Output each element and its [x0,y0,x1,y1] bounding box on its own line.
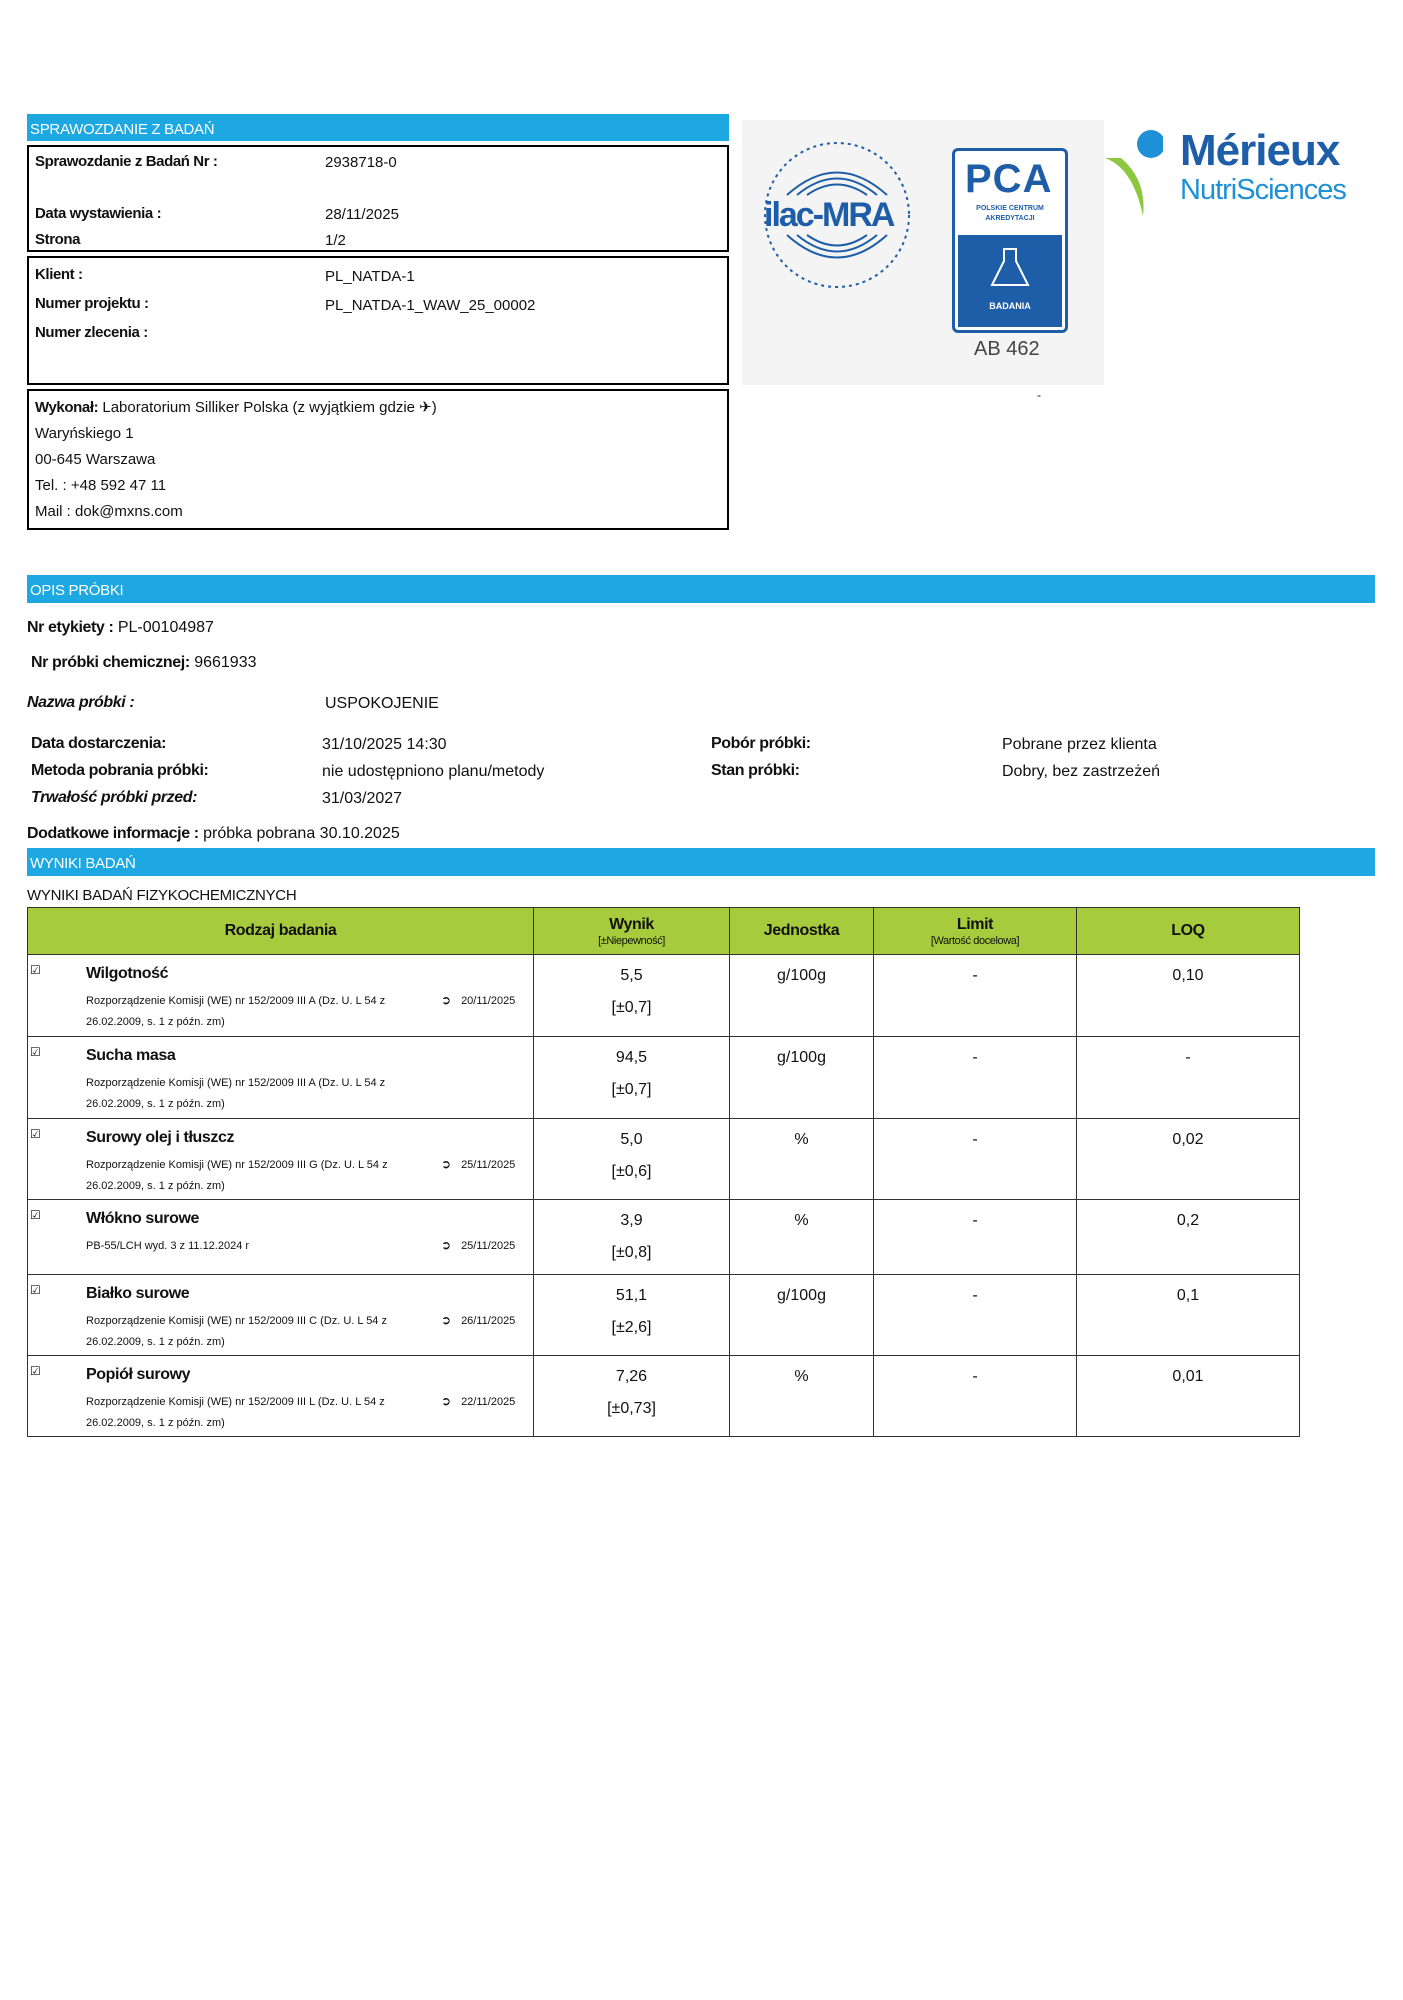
col-limit-header [874,908,1077,955]
col-loq-header [1077,908,1300,955]
sampling-value: Pobrane przez klienta [1002,736,1157,753]
limit-cell [874,1119,1077,1200]
limit-cell [874,1037,1077,1119]
pca-title: PCA [965,157,1053,201]
label-no-label: Nr etykiety : [27,619,114,636]
extra-info-line [27,825,400,843]
test-date [441,1313,515,1327]
pca-sub1: POLSKIE CENTRUM [976,205,1044,212]
client-box [27,256,729,385]
limit-cell [874,1275,1077,1356]
col-limit-sub: [Wartość docelowa] [930,934,1020,947]
results-subheader: WYNIKI BADAŃ FIZYKOCHEMICZNYCH [27,887,297,904]
test-name: Popiół surowy [86,1366,191,1383]
issue-date-value: 28/11/2025 [325,206,399,223]
result-value: 3,9 [620,1212,643,1229]
result-uncertainty: [±0,7] [611,999,652,1016]
loq-value: 0,02 [1172,1131,1204,1148]
loq-value: 0,10 [1172,967,1204,984]
result-cell [534,1275,730,1356]
limit-value: - [972,967,978,984]
page-value: 1/2 [325,232,346,249]
performer-tel: Tel. : +48 592 47 11 [35,477,167,494]
col-result-label: Wynik [609,915,654,933]
pca-ab-number: AB 462 [974,338,1040,360]
unit-value: g/100g [777,967,826,984]
unit-value: % [794,1368,809,1385]
test-date [441,1075,451,1089]
client-value: PL_NATDA-1 [325,268,415,285]
test-name: Wilgotność [86,965,169,982]
checkbox-icon: ☑ [30,1364,41,1378]
unit-value: % [794,1131,809,1148]
result-value: 7,26 [615,1368,648,1385]
shelf-label: Trwałość próbki przed: [31,789,198,806]
performer-mail: Mail : dok@mxns.com [35,503,183,520]
unit-cell [730,1200,874,1275]
report-no-label: Sprawozdanie z Badań Nr : [35,153,218,170]
unit-cell [730,1275,874,1356]
result-value: 94,5 [615,1049,648,1066]
unit-cell [730,1037,874,1119]
table-row [28,1356,1300,1437]
pca-sub2: AKREDYTACJI [985,215,1035,222]
loq-value: 0,01 [1172,1368,1204,1385]
col-result-sub: [±Niepewność] [598,934,665,947]
test-name: Włókno surowe [86,1210,200,1227]
return-arrow-icon: ➲ [441,1394,452,1408]
sampling-label: Pobór próbki: [711,735,811,752]
results-table-body [28,955,1300,1437]
sample-section-header: OPIS PRÓBKI [27,575,1375,603]
table-row [28,1275,1300,1356]
performer-name: Laboratorium Silliker Polska (z wyjątkiem gdzie ✈) [102,399,437,416]
logo-dash: - [1037,388,1041,402]
test-date-value: 22/11/2025 [461,1396,516,1408]
pca-badania: BADANIA [989,301,1031,311]
col-loq-label: LOQ [1171,922,1205,939]
merieux-leaf-icon [1103,128,1163,218]
result-cell [534,1119,730,1200]
unit-cell [730,955,874,1037]
client-label: Klient : [35,266,83,283]
merieux-logo [1103,120,1373,220]
test-date-value: 25/11/2025 [461,1240,516,1252]
loq-cell [1077,1356,1300,1437]
state-value: Dobry, bez zastrzeżeń [1002,763,1160,780]
results-table-header [28,908,1300,955]
result-cell [534,1200,730,1275]
result-value: 5,5 [620,967,643,984]
method-label: Metoda pobrania próbki: [31,762,209,779]
result-uncertainty: [±0,8] [611,1244,652,1261]
label-no-value: PL-00104987 [117,619,214,636]
checkbox-icon: ☑ [30,1045,41,1059]
col-test-header [28,908,534,955]
test-method: Rozporządzenie Komisji (WE) nr 152/2009 III L (Dz. U. L 54 z 26.02.2009, s. 1 z późn. zm) [86,1396,385,1429]
result-uncertainty: [±2,6] [611,1319,652,1336]
state-label: Stan próbki: [711,762,800,779]
limit-value: - [972,1049,978,1066]
delivery-label: Data dostarczenia: [31,735,167,752]
loq-cell [1077,1119,1300,1200]
method-value: nie udostępniono planu/metody [322,763,545,780]
unit-cell [730,1356,874,1437]
limit-cell [874,1200,1077,1275]
order-label: Numer zlecenia : [35,324,148,341]
sample-name-label: Nazwa próbki : [27,694,135,711]
loq-value: - [1185,1049,1191,1066]
result-cell [534,1037,730,1119]
limit-value: - [972,1212,978,1229]
loq-value: 0,2 [1176,1212,1200,1229]
test-cell [28,1275,534,1356]
delivery-value: 31/10/2025 14:30 [322,736,447,753]
merieux-sub: NutriSciences [1180,174,1346,206]
extra-info-label: Dodatkowe informacje : [27,825,199,842]
result-value: 5,0 [620,1131,643,1148]
return-arrow-icon: ➲ [441,1238,452,1252]
issue-date-label: Data wystawienia : [35,205,162,222]
test-name: Białko surowe [86,1285,190,1302]
test-date [441,1394,515,1408]
table-row [28,1200,1300,1275]
performer-city: 00-645 Warszawa [35,451,156,468]
performer-label: Wykonał: [35,399,99,416]
result-uncertainty: [±0,7] [611,1081,652,1098]
ilac-text: ilac-MRA [764,196,894,234]
pca-blue-panel [958,235,1062,327]
test-date-value: 25/11/2025 [461,1159,516,1171]
result-value: 51,1 [615,1287,648,1304]
test-name: Surowy olej i tłuszcz [86,1129,235,1146]
page-label: Strona [35,231,81,248]
test-cell [28,1356,534,1437]
chem-no-label: Nr próbki chemicznej: [31,654,190,671]
performer-box [27,389,729,530]
flask-icon [990,247,1030,289]
col-limit-label: Limit [956,915,994,933]
performer-line [35,398,437,416]
table-row [28,1037,1300,1119]
limit-value: - [972,1287,978,1304]
report-section-header: SPRAWOZDANIE Z BADAŃ [27,114,729,141]
unit-cell [730,1119,874,1200]
test-cell [28,1037,534,1119]
project-value: PL_NATDA-1_WAW_25_00002 [325,297,536,314]
performer-street: Waryńskiego 1 [35,425,134,442]
test-cell [28,955,534,1037]
test-method: Rozporządzenie Komisji (WE) nr 152/2009 III A (Dz. U. L 54 z 26.02.2009, s. 1 z późn. zm) [86,995,386,1028]
test-cell [28,1119,534,1200]
checkbox-icon: ☑ [30,1283,41,1297]
limit-value: - [972,1131,978,1148]
col-unit-header [730,908,874,955]
loq-cell [1077,1275,1300,1356]
loq-value: 0,1 [1176,1287,1200,1304]
return-arrow-icon: ➲ [441,1157,452,1171]
loq-cell [1077,1200,1300,1275]
results-table [27,907,1300,1437]
col-test-label: Rodzaj badania [224,922,337,939]
test-name: Sucha masa [86,1047,176,1064]
results-section-header: WYNIKI BADAŃ [27,848,1375,876]
test-method: Rozporządzenie Komisji (WE) nr 152/2009 III A (Dz. U. L 54 z 26.02.2009, s. 1 z późn. zm) [86,1077,386,1110]
test-date-value: 26/11/2025 [461,1315,516,1327]
limit-cell [874,955,1077,1037]
sample-name-value: USPOKOJENIE [325,695,439,712]
test-cell [28,1200,534,1275]
test-date [441,1157,515,1171]
result-uncertainty: [±0,6] [611,1163,652,1180]
chem-no-line [31,654,257,672]
unit-value: % [794,1212,809,1229]
table-row [28,955,1300,1037]
return-arrow-icon: ➲ [441,993,452,1007]
chem-no-value: 9661933 [194,654,257,671]
report-no-value: 2938718-0 [325,154,397,171]
checkbox-icon: ☑ [30,1127,41,1141]
ilac-mra-logo [762,140,912,290]
unit-value: g/100g [777,1287,826,1304]
test-date-value: 20/11/2025 [461,995,516,1007]
label-no-line [27,619,214,637]
shelf-value: 31/03/2027 [322,790,403,807]
checkbox-icon: ☑ [30,1208,41,1222]
test-method: Rozporządzenie Komisji (WE) nr 152/2009 III C (Dz. U. L 54 z 26.02.2009, s. 1 z późn. zm) [86,1315,387,1348]
report-info-box [27,145,729,252]
checkbox-icon: ☑ [30,963,41,977]
result-cell [534,1356,730,1437]
project-label: Numer projektu : [35,295,149,312]
pca-logo [952,148,1068,333]
test-method: PB-55/LCH wyd. 3 z 11.12.2024 r [86,1240,250,1252]
merieux-name: Mérieux [1180,126,1340,175]
test-date [441,1238,515,1252]
result-uncertainty: [±0,73] [607,1400,656,1417]
col-unit-label: Jednostka [763,922,840,939]
unit-value: g/100g [777,1049,826,1066]
limit-value: - [972,1368,978,1385]
loq-cell [1077,955,1300,1037]
accreditation-logos [742,120,1104,385]
extra-info-value: próbka pobrana 30.10.2025 [203,825,400,842]
table-row [28,1119,1300,1200]
limit-cell [874,1356,1077,1437]
return-arrow-icon: ➲ [441,1313,452,1327]
test-date [441,993,515,1007]
col-result-header [534,908,730,955]
test-method: Rozporządzenie Komisji (WE) nr 152/2009 III G (Dz. U. L 54 z 26.02.2009, s. 1 z późn. zm) [86,1159,388,1192]
loq-cell [1077,1037,1300,1119]
result-cell [534,955,730,1037]
